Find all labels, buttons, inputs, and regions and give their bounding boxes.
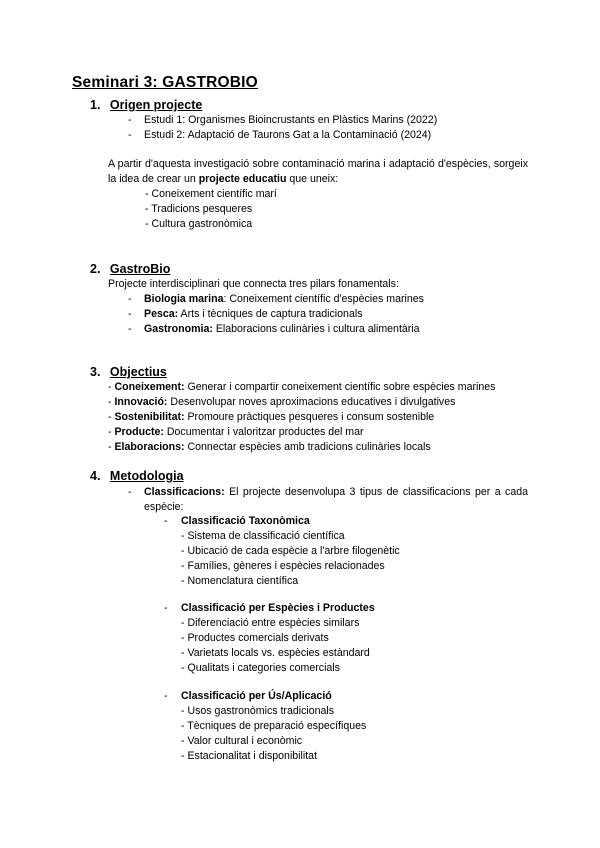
bullet-dash: -: [128, 293, 132, 305]
list-item: - Innovació: Desenvolupar noves aproximacions educatives i divulgatives: [108, 396, 456, 408]
section-1-heading: [90, 98, 202, 112]
bullet-dash: -: [128, 486, 132, 498]
bullet-dash: -: [164, 602, 168, 614]
paragraph-text: A partir d'aquesta investigació sobre contaminació marina i adaptació d'espècies, sorgeix la idea de crear un: [108, 158, 528, 185]
section-1-paragraph: [108, 157, 528, 187]
list-item: Estudi 2: Adaptació de Taurons Gat a la Contaminació (2024): [144, 129, 432, 141]
bullet-dash: -: [128, 114, 132, 126]
section-2-heading: [90, 262, 170, 276]
section-number: 3.: [90, 365, 101, 379]
section-number: 4.: [90, 469, 101, 483]
list-item: [144, 307, 363, 322]
section-3-heading: [90, 365, 167, 379]
subsection-title: Classificació Taxonòmica: [181, 515, 310, 527]
list-item: Estudi 1: Organismes Bioincrustants en Plàstics Marins (2022): [144, 114, 438, 126]
list-item: - Diferenciació entre espècies similars: [181, 617, 360, 629]
list-item: - Sistema de classificació científica: [181, 530, 345, 542]
subsection-title: Classificació per Ús/Aplicació: [181, 690, 332, 702]
section-number: 1.: [90, 98, 101, 112]
item-text: El projecte desenvolupa 3 tipus de classificacions per a cada espècie:: [144, 486, 528, 513]
list-item: - Nomenclatura científica: [181, 575, 299, 587]
item-text: Arts i tècniques de captura tradicionals: [178, 308, 363, 320]
section-number: 2.: [90, 262, 101, 276]
list-item: - Productes comercials derivats: [181, 632, 329, 644]
list-item: - Tradicions pesqueres: [145, 203, 253, 215]
list-item: - Sostenibilitat: Promoure pràctiques pesqueres i consum sostenible: [108, 411, 435, 423]
bullet-dash: -: [128, 308, 132, 320]
list-item: - Qualitats i categories comercials: [181, 662, 340, 674]
page-title: Seminari 3: GASTROBIO: [72, 74, 258, 91]
list-item: - Usos gastronòmics tradicionals: [181, 705, 335, 717]
list-item: - Coneixement: Generar i compartir coneixement científic sobre espècies marines: [108, 381, 496, 393]
item-label: Coneixement:: [114, 381, 185, 393]
list-item: [144, 485, 528, 515]
section-heading-text: Objectius: [109, 365, 167, 379]
item-label: Producte:: [114, 426, 164, 438]
bullet-dash: -: [164, 515, 168, 527]
item-label: Pesca:: [144, 308, 179, 320]
item-label: Gastronomia:: [144, 323, 213, 335]
item-label: Sostenibilitat:: [114, 411, 185, 423]
list-item: - Coneixement científic marí: [145, 188, 277, 200]
item-label: Classificacions:: [144, 486, 225, 498]
list-item: - Cultura gastronòmica: [145, 218, 253, 230]
section-4-heading: [90, 469, 184, 483]
list-item: - Famílies, gèneres i espècies relacionades: [181, 560, 385, 572]
section-intro: Projecte interdisciplinari que connecta tres pilars fonamentals:: [108, 278, 399, 290]
bullet-dash: -: [164, 690, 168, 702]
item-text: : Coneixement científic d'espècies marines: [223, 293, 424, 305]
item-text: Promoure pràctiques pesqueres i consum sostenible: [184, 411, 435, 423]
list-item: - Tècniques de preparació específiques: [181, 720, 367, 732]
item-text: Desenvolupar noves aproximacions educatives i divulgatives: [167, 396, 456, 408]
paragraph-text: que uneix:: [286, 173, 339, 185]
list-item: - Producte: Documentar i valoritzar productes del mar: [108, 426, 364, 438]
section-heading-text: GastroBio: [109, 262, 171, 276]
list-item: - Varietats locals vs. espècies estàndard: [181, 647, 370, 659]
item-text: Elaboracions culinàries i cultura alimentària: [212, 323, 420, 335]
list-item: [144, 292, 424, 307]
bullet-dash: -: [128, 129, 132, 141]
list-item: - Ubicació de cada espècie a l'arbre filogenètic: [181, 545, 400, 557]
section-heading-text: Origen projecte: [109, 98, 203, 112]
item-label: Biologia marina: [144, 293, 224, 305]
subsection-title: Classificació per Espècies i Productes: [181, 602, 375, 614]
section-heading-text: Metodologia: [109, 469, 184, 483]
item-text: Generar i compartir coneixement científic sobre espècies marines: [184, 381, 496, 393]
item-label: Elaboracions:: [114, 441, 185, 453]
item-text: Documentar i valoritzar productes del mar: [163, 426, 364, 438]
list-item: - Elaboracions: Connectar espècies amb tradicions culinàries locals: [108, 441, 431, 453]
list-item: - Estacionalitat i disponibilitat: [181, 750, 318, 762]
item-label: Innovació:: [114, 396, 168, 408]
bullet-dash: -: [128, 323, 132, 335]
list-item: [144, 322, 420, 337]
item-text: Connectar espècies amb tradicions culinàries locals: [184, 441, 431, 453]
paragraph-bold-text: projecte educatiu: [198, 173, 287, 185]
list-item: - Valor cultural i econòmic: [181, 735, 303, 747]
